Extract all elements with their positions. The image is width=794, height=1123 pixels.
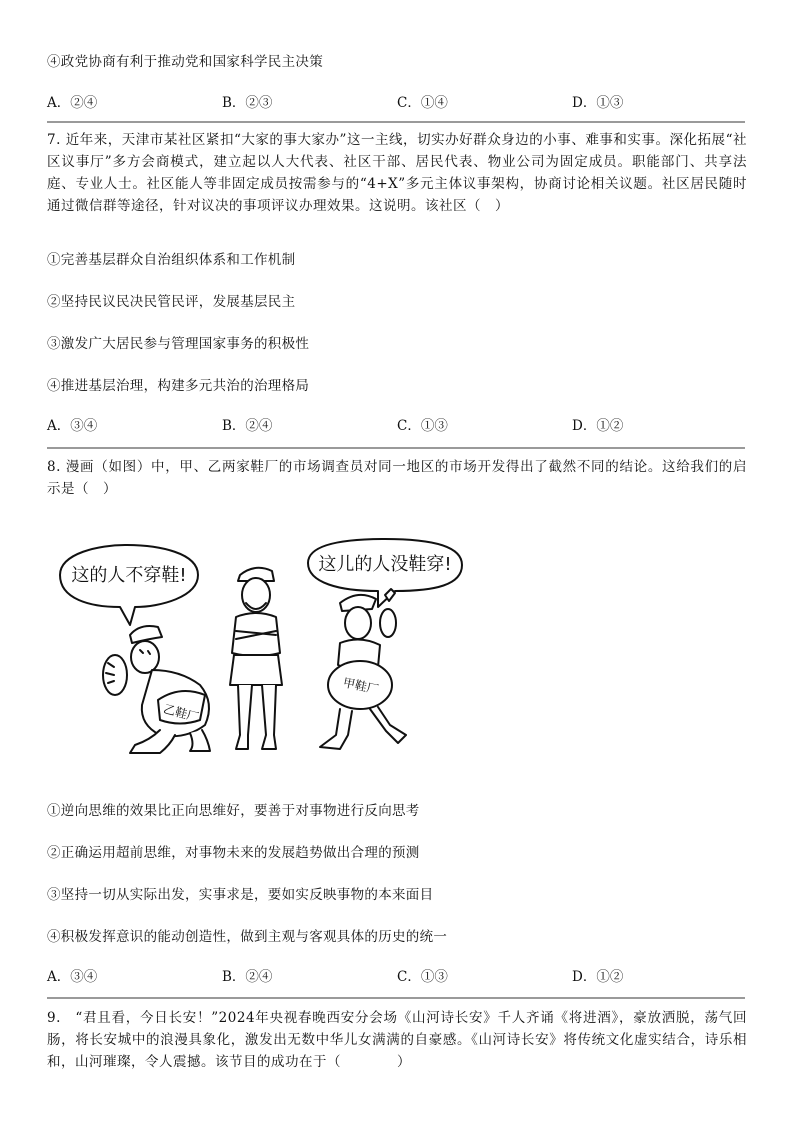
- q8-option-d[interactable]: D．①②: [572, 969, 624, 985]
- q8-stem: 8. 漫画（如图）中，甲、乙两家鞋厂的市场调查员对同一地区的市场开发得出了截然不同的结论。这给我们的启示是（ ）: [47, 459, 747, 497]
- figure-yi-surveyor: [103, 626, 210, 753]
- figure-local-man: [230, 568, 282, 749]
- speech-bubble-right-text: 这儿的人没鞋穿!: [318, 554, 452, 575]
- q7-option-d[interactable]: D．①②: [572, 418, 624, 434]
- q7-item-3: ③激发广大居民参与管理国家事务的积极性: [47, 336, 310, 352]
- q7-item-4: ④推进基层治理，构建多元共治的治理格局: [47, 378, 310, 394]
- q6-option-a[interactable]: A．②④: [47, 95, 98, 111]
- q8-option-c[interactable]: C．①③: [397, 969, 448, 985]
- cartoon-illustration: [40, 535, 480, 765]
- question-divider: [47, 997, 745, 999]
- q8-option-b[interactable]: B．②④: [222, 969, 273, 985]
- question-divider: [47, 121, 745, 123]
- q6-option-c[interactable]: C．①④: [397, 95, 448, 111]
- question-divider: [47, 447, 745, 449]
- q8-option-a[interactable]: A．③④: [47, 969, 98, 985]
- q8-item-4: ④积极发挥意识的能动创造性，做到主观与客观具体的历史的统一: [47, 929, 448, 945]
- q9-stem: 9. “君且看，今日长安！”2024年央视春晚西安分会场《山河诗长安》千人齐诵《将进酒》，豪放洒脱，荡气回肠，将长安城中的浪漫具象化，激发出无数中华儿女满满的自豪感。《山河诗长安》将传统文化虚实结合，诗乐相和，山河璀璨，令人震撼。该节目的成功在于（ ）: [47, 1010, 747, 1070]
- q6-option-d[interactable]: D．①③: [572, 95, 624, 111]
- bag-label-jia: 甲鞋厂: [341, 675, 380, 697]
- q7-item-1: ①完善基层群众自治组织体系和工作机制: [47, 252, 296, 268]
- q7-stem: 7. 近年来，天津市某社区紧扣“大家的事大家办”这一主线，切实办好群众身边的小事、难事和实事。深化拓展“社区议事厅”多方会商模式，建立起以人大代表、社区干部、居民代表、物业公司为固定成员。职能部门、共享法庭、专业人士。社区能人等非固定成员按需参与的“4+X”多元主体议事架构，协商讨论相关议题。社区居民随时通过微信群等途径，针对议决的事项评议办理效果。这说明。该社区（ ）: [47, 132, 748, 214]
- q8-item-1: ①逆向思维的效果比正向思维好，要善于对事物进行反向思考: [47, 803, 420, 819]
- q7-option-c[interactable]: C．①③: [397, 418, 448, 434]
- speech-bubble-left-text: 这的人不穿鞋!: [71, 565, 187, 586]
- q7-item-2: ②坚持民议民决民管民评，发展基层民主: [47, 294, 296, 310]
- q7-option-a[interactable]: A．③④: [47, 418, 98, 434]
- figure-jia-surveyor: [320, 589, 406, 749]
- q6-item-4: ④政党协商有利于推动党和国家科学民主决策: [47, 54, 323, 70]
- q8-item-2: ②正确运用超前思维，对事物未来的发展趋势做出合理的预测: [47, 845, 420, 861]
- bag-label-yi: 乙鞋厂: [161, 701, 201, 725]
- q8-item-3: ③坚持一切从实际出发，实事求是，要如实反映事物的本来面目: [47, 887, 434, 903]
- q6-option-b[interactable]: B．②③: [222, 95, 273, 111]
- q7-option-b[interactable]: B．②④: [222, 418, 273, 434]
